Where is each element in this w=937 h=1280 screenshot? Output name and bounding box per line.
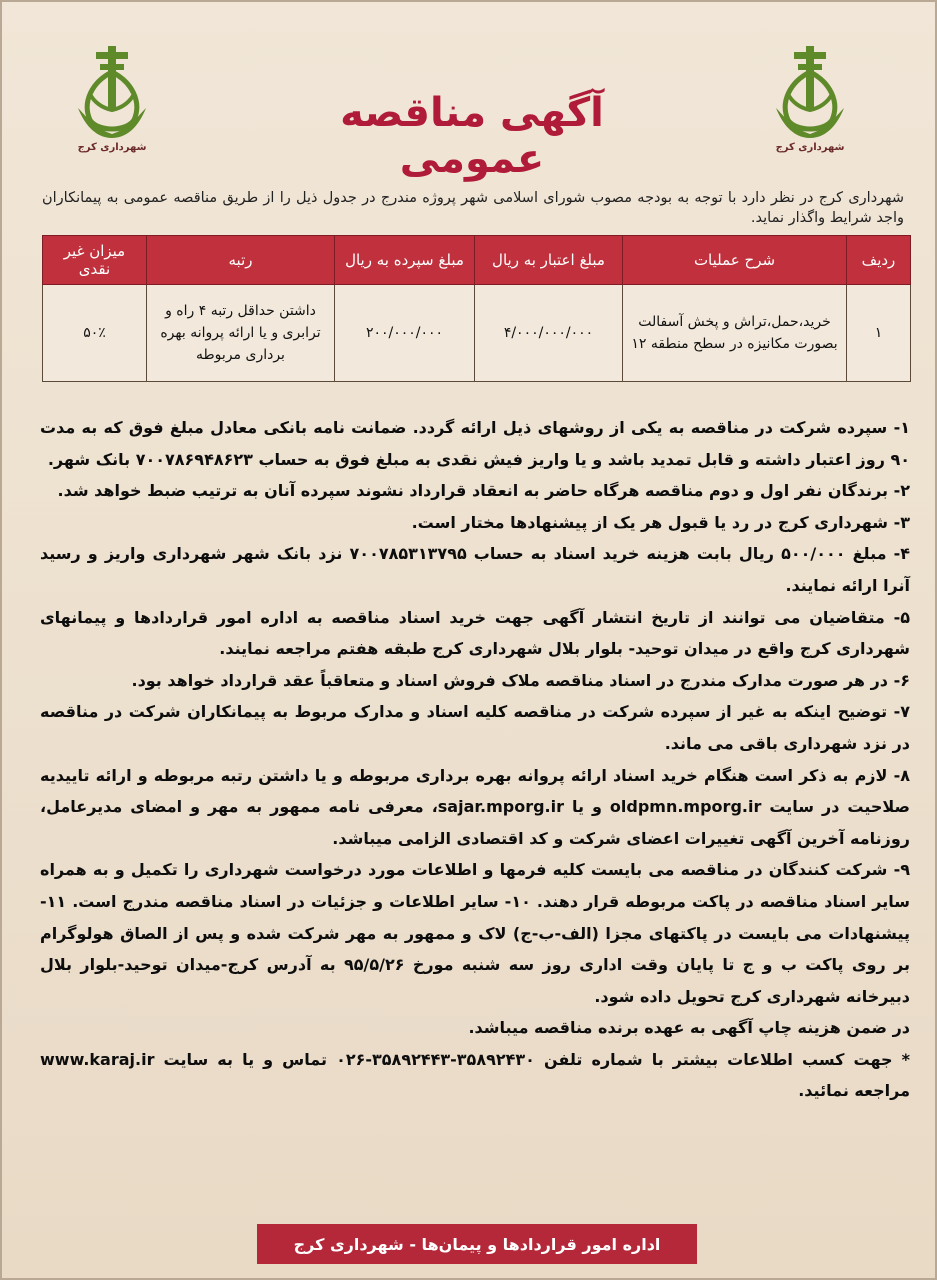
header-credit-amount: مبلغ اعتبار به ریال (475, 236, 623, 285)
header-non-cash: میزان غیر نقدی (43, 236, 147, 285)
clause-9-11: ۹- شرکت کنندگان در مناقصه می بایست کلیه فرمها و اطلاعات مورد درخواست شهرداری را تکمیل و به همراه سایر اسناد مناقصه در پاکت مربوطه قرار دهند. ۱۰- سایر اطلاعات و جزئیات در اسناد مناقصه مندرج است. ۱۱- پیشنهادات می بایست در پاکتهای مجزا (الف-ب-ج) لاک و ممهور به مهر شرکت شده و پس از الصاق هولوگرام بر روی پاکت ب و ج تا پایان وقت اداری روز سه شنبه مورخ ۹۵/۵/۲۶ به آدرس کرج-میدان توحید-بلوار بلال دبیرخانه شهرداری کرج تحویل داده شود. (40, 860, 910, 1006)
cell-grade: داشتن حداقل رتبه ۴ راه و ترابری و یا ارائه پروانه بهره برداری مربوطه (147, 285, 335, 382)
table-header-row (43, 236, 911, 285)
clause-8: ۸- لازم به ذکر است هنگام خرید اسناد ارائه پروانه بهره برداری مربوطه و یا داشتن رتبه مربوطه و ارائه تاییدیه صلاحیت در سایت oldpmn.mporg.ir و یا sajar.mporg.ir، معرفی نامه ممهور به مهر و امضای مدیرعامل، روزنامه آخرین آگهی تغییرات اعضای شرکت و کد اقتصادی الزامی میباشد. (40, 765, 911, 848)
logo-caption: شهرداری کرج (775, 142, 845, 153)
cell-description: خرید،حمل،تراش و پخش آسفالت بصورت مکانیزه در سطح منطقه ۱۲ (623, 285, 847, 382)
header-description: شرح عملیات (623, 236, 847, 285)
cell-non-cash: ۵۰٪ (43, 285, 147, 382)
clause-print-cost: در ضمن هزینه چاپ آگهی به عهده برنده مناقصه میباشد. (468, 1018, 910, 1038)
clause-1: ۱- سپرده شرکت در مناقصه به یکی از روشهای ذیل ارائه گردد. ضمانت نامه بانکی معادل مبلغ فوق که به مدت ۹۰ روز اعتبار داشته و قابل تمدید باشد و یا واریز فیش نقدی به مبلغ فوق به حساب ۷۰۰۷۸۶۹۴۸۶۲۳ بانک شهر. (40, 418, 910, 469)
clause-3: ۳- شهرداری کرج در رد یا قبول هر یک از پیشنهادها مختار است. (411, 512, 910, 532)
clause-2: ۲- برندگان نفر اول و دوم مناقصه هرگاه حاضر به انعقاد قرارداد نشوند سپرده آنان به ترتیب ضبط خواهد شد. (57, 481, 910, 501)
clause-6: ۶- در هر صورت مدارک مندرج در اسناد مناقصه ملاک فروش اسناد و متعاقباً عقد قرارداد خواهد بود. (131, 670, 910, 690)
clause-contact: * جهت کسب اطلاعات بیشتر با شماره تلفن ۳۵۸۹۲۴۳۰-۳۵۸۹۲۴۴۳-۰۲۶ تماس و یا به سایت www.karaj.ir مراجعه نمائید. (40, 1049, 910, 1101)
footer-banner: اداره امور قراردادها و پیمان‌ها - شهرداری کرج (257, 1224, 697, 1264)
page-title: آگهی مناقصه عمومی (340, 90, 604, 182)
clause-5: ۵- متقاضیان می توانند از تاریخ انتشار آگهی جهت خرید اسناد مناقصه به اداره امور قراردادها و پیمانهای شهرداری کرج واقع در میدان توحید- بلوار بلال شهرداری کرج طبقه هفتم مراجعه نمایند. (40, 607, 910, 659)
header-row-number: ردیف (847, 236, 911, 285)
intro-paragraph: شهرداری کرج در نظر دارد با توجه به بودجه مصوب شورای اسلامی شهر پروژه مندرج در جدول ذیل را از طریق مناقصه عمومی به پیمانکاران واجد شرایط واگذار نماید. (42, 190, 904, 226)
table-row (43, 285, 911, 382)
clauses-list (40, 412, 910, 1107)
cell-row-number: ۱ (847, 285, 911, 382)
karaj-logo-left (67, 42, 157, 162)
header-deposit-amount: مبلغ سپرده به ریال (335, 236, 475, 285)
karaj-logo-right (765, 42, 855, 162)
clause-4: ۴- مبلغ ۵۰۰/۰۰۰ ریال بابت هزینه خرید اسناد به حساب ۷۰۰۷۸۵۳۱۳۷۹۵ نزد بانک شهر شهرداری واریز و رسید آنرا ارائه نمایند. (40, 544, 911, 595)
cell-credit-amount: ۴/۰۰۰/۰۰۰/۰۰۰ (475, 285, 623, 382)
cell-deposit-amount: ۲۰۰/۰۰۰/۰۰۰ (335, 285, 475, 382)
header-grade: رتبه (147, 236, 335, 285)
karaj-municipality-logo-icon (770, 42, 850, 140)
karaj-municipality-logo-icon (72, 42, 152, 140)
tender-table (42, 235, 911, 382)
logo-caption: شهرداری کرج (77, 142, 147, 153)
clause-7: ۷- توضیح اینکه به غیر از سپرده شرکت در مناقصه کلیه اسناد و مدارک مربوط به پیمانکاران شرکت در مناقصه در نزد شهرداری باقی می ماند. (40, 702, 910, 753)
